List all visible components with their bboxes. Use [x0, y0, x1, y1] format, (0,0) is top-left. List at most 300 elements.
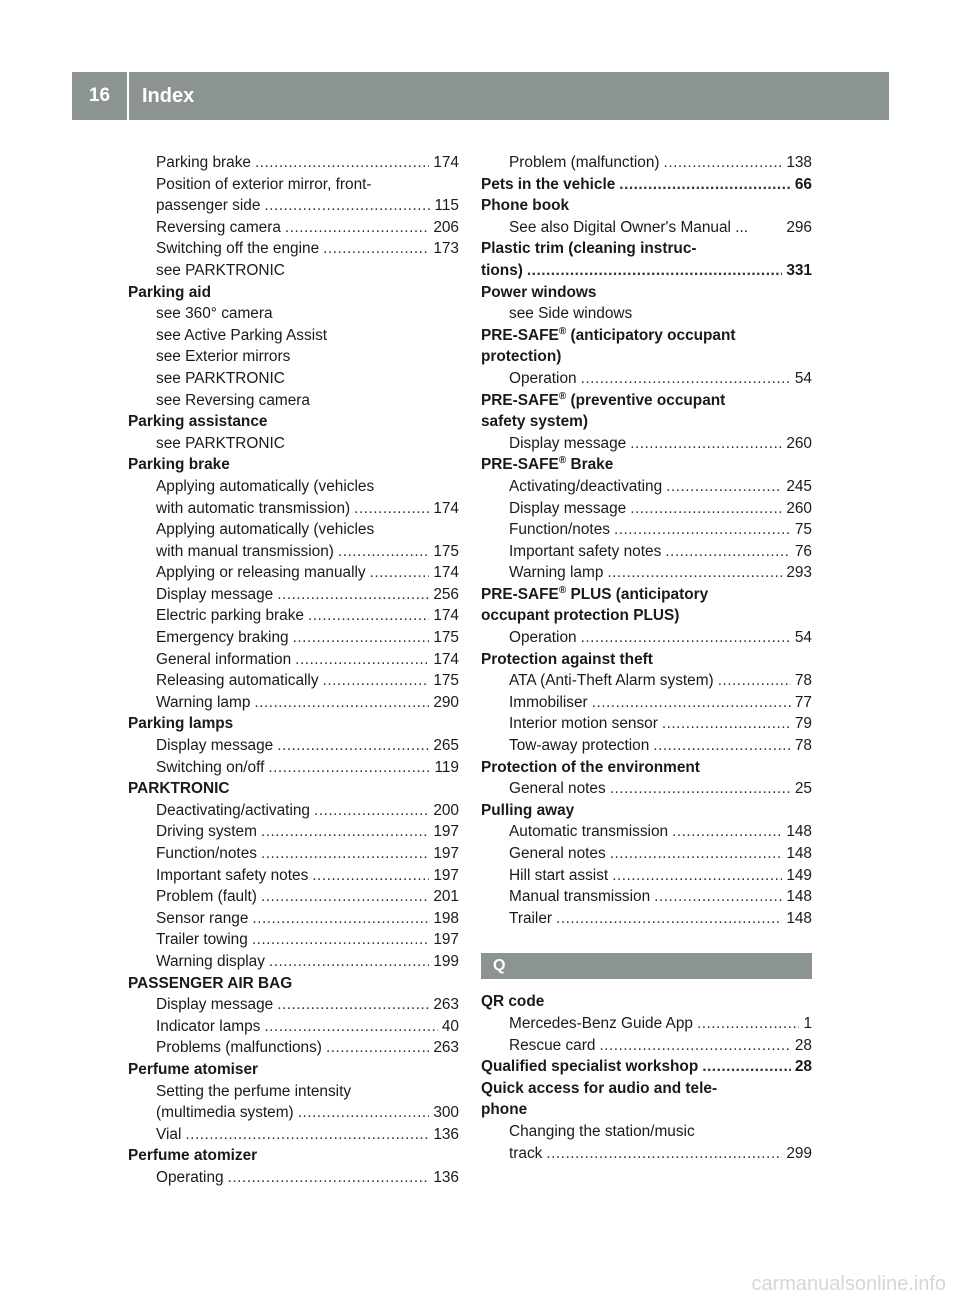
entry-label: Display message [156, 737, 274, 755]
page-reference: 300 [433, 1104, 459, 1122]
entry-label: Indicator lamps [156, 1017, 261, 1035]
index-subentry [128, 670, 459, 692]
index-entry [481, 800, 812, 822]
page-reference: 198 [433, 909, 459, 927]
leader-dots [264, 1016, 438, 1038]
index-subentry [481, 692, 812, 714]
entry-label: Function/notes [156, 845, 257, 862]
page-reference: 263 [433, 996, 459, 1014]
leader-dots [277, 994, 429, 1016]
leader-dots [370, 562, 430, 584]
index-subentry [128, 627, 459, 649]
index-entry [481, 282, 812, 304]
entry-label: see PARKTRONIC [156, 434, 285, 452]
leader-dots [666, 476, 782, 498]
page-reference: 76 [794, 542, 812, 560]
index-subentry [128, 346, 459, 368]
page-reference: 148 [786, 888, 812, 906]
page-reference: 75 [794, 521, 812, 539]
registered-mark: ® [558, 325, 567, 337]
page-reference: 54 [794, 629, 812, 647]
entry-label: Pets in the vehicle [481, 175, 616, 193]
entry-label: PRE-SAFE® Brake [481, 455, 614, 474]
watermark: carmanualsonline.info [751, 1273, 946, 1295]
page-reference: 174 [433, 499, 459, 517]
leader-dots [581, 627, 791, 649]
index-subentry [128, 605, 459, 627]
leader-dots [664, 152, 783, 174]
page-number: 16 [88, 85, 111, 106]
page-reference: 149 [786, 866, 812, 884]
leader-dots [185, 1124, 429, 1146]
index-subentry [481, 821, 812, 843]
leader-dots [268, 757, 430, 779]
index-subentry [481, 1143, 812, 1165]
leader-dots [718, 670, 791, 692]
entry-label: Mercedes-Benz Guide App [509, 1014, 693, 1032]
leader-dots [610, 778, 791, 800]
page-reference: 174 [433, 607, 459, 625]
index-subentry [481, 778, 812, 800]
leader-dots [228, 1167, 430, 1189]
index-entry [481, 1056, 812, 1078]
index-subentry [128, 1016, 459, 1038]
entry-label: Warning lamp [156, 693, 251, 711]
leader-dots [556, 908, 782, 930]
page-reference: 136 [433, 1168, 459, 1186]
registered-mark: ® [558, 455, 567, 467]
index-subentry [128, 994, 459, 1016]
page-reference: 54 [794, 369, 812, 387]
entry-label: PASSENGER AIR BAG [128, 974, 293, 992]
index-subentry [481, 1035, 812, 1057]
entry-label: with automatic transmission) [156, 499, 351, 517]
entry-label: see Reversing camera [156, 391, 310, 409]
leader-dots [619, 174, 791, 196]
entry-label: Pulling away [481, 801, 575, 819]
index-subentry [481, 713, 812, 735]
page-reference: 175 [433, 672, 459, 690]
entry-label: Tow-away protection [509, 737, 650, 755]
page-reference: 245 [786, 477, 812, 495]
page-reference: 40 [441, 1017, 459, 1035]
index-entry [128, 454, 459, 476]
index-subentry [128, 951, 459, 973]
leader-dots [314, 800, 429, 822]
entry-label: Hill start assist [509, 866, 609, 884]
entry-label: Function/notes [509, 521, 610, 539]
entry-label: Operating [156, 1168, 224, 1186]
page-reference: 197 [433, 931, 459, 949]
page-reference: 200 [433, 801, 459, 819]
index-entry [128, 778, 459, 800]
index-subentry [128, 584, 459, 606]
entry-label: Parking lamps [128, 715, 234, 733]
leader-dots [255, 152, 429, 174]
page-reference: 1 [803, 1014, 812, 1032]
entry-label: Problem (fault) [156, 888, 257, 906]
entry-label: Applying automatically (vehicles [156, 477, 375, 495]
entry-label: Warning lamp [509, 564, 604, 582]
leader-dots [654, 886, 782, 908]
leader-dots [261, 821, 429, 843]
index-entry [481, 260, 812, 282]
entry-label: Setting the perfume intensity [156, 1082, 352, 1100]
entry-label: PRE-SAFE® PLUS (anticipatory [481, 584, 709, 603]
page-reference: 78 [794, 672, 812, 690]
page-reference: 293 [786, 564, 812, 582]
entry-label: phone [481, 1101, 528, 1119]
page-reference: 119 [434, 758, 459, 776]
index-subentry [128, 562, 459, 584]
index-subentry [481, 433, 812, 455]
leader-dots [527, 260, 782, 282]
entry-label: Activating/deactivating [509, 477, 663, 495]
index-subentry [128, 1037, 459, 1059]
leader-dots [308, 605, 429, 627]
page-reference: 174 [433, 650, 459, 668]
entry-label: Reversing camera [156, 218, 281, 236]
leader-dots [338, 541, 429, 563]
entry-label: Switching on/off [156, 758, 265, 776]
page-reference: 148 [786, 823, 812, 841]
entry-label: PARKTRONIC [128, 780, 230, 798]
index-subentry [128, 692, 459, 714]
index-subentry [128, 174, 459, 196]
index-subentry [481, 519, 812, 541]
leader-dots [614, 519, 791, 541]
leader-dots [630, 498, 782, 520]
index-subentry [128, 929, 459, 951]
index-subentry [128, 1124, 459, 1146]
entry-label: Display message [156, 585, 274, 603]
index-entry [481, 411, 812, 433]
entry-label: Emergency braking [156, 629, 289, 647]
page-reference: 66 [794, 175, 812, 193]
entry-label: Qualified specialist workshop [481, 1058, 699, 1076]
entry-label: PRE-SAFE® (anticipatory occupant [481, 325, 736, 344]
leader-dots [599, 1035, 790, 1057]
leader-dots [702, 1056, 791, 1078]
index-subentry [128, 865, 459, 887]
index-entry [481, 390, 812, 412]
leader-dots [264, 195, 430, 217]
index-subentry [481, 541, 812, 563]
index-subentry [128, 152, 459, 174]
entry-label: Vial [156, 1125, 182, 1143]
page-reference: 28 [794, 1036, 812, 1054]
leader-dots [607, 562, 782, 584]
entry-label: ATA (Anti-Theft Alarm system) [509, 672, 714, 690]
leader-dots [269, 951, 429, 973]
entry-label: (multimedia system) [156, 1104, 294, 1122]
page-reference: 28 [794, 1058, 812, 1076]
page-reference: 148 [786, 909, 812, 927]
entry-label: Switching off the engine [156, 240, 320, 258]
entry-label: General notes [509, 780, 606, 798]
entry-label: occupant protection PLUS) [481, 607, 680, 625]
leader-dots [254, 692, 429, 714]
entry-label: safety system) [481, 413, 588, 431]
index-subentry [481, 152, 812, 174]
index-subentry [128, 433, 459, 455]
page-reference: 115 [434, 197, 459, 215]
page-reference: 136 [433, 1125, 459, 1143]
registered-mark: ® [558, 584, 567, 596]
index-subentry [128, 800, 459, 822]
index-entry [481, 605, 812, 627]
index-subentry [481, 1013, 812, 1035]
entry-label: see Side windows [509, 305, 633, 323]
page-reference: 197 [433, 845, 459, 862]
index-entry [481, 1099, 812, 1121]
page-reference: 201 [433, 888, 459, 906]
index-subentry [481, 735, 812, 757]
leader-dots [592, 692, 791, 714]
leader-dots [326, 1037, 429, 1059]
leader-dots [323, 670, 430, 692]
leader-dots [295, 649, 429, 671]
entry-label: QR code [481, 993, 545, 1011]
index-subentry [481, 498, 812, 520]
entry-label: Releasing automatically [156, 672, 319, 690]
index-entry [481, 346, 812, 368]
page-reference: 173 [433, 240, 459, 258]
index-subentry [481, 886, 812, 908]
page-reference: 174 [433, 564, 459, 582]
page-reference: 290 [433, 693, 459, 711]
leader-dots [612, 865, 782, 887]
index-entry [128, 282, 459, 304]
entry-label: Plastic trim (cleaning instruc- [481, 240, 697, 258]
index-subentry [481, 865, 812, 887]
index-subentry [128, 1102, 459, 1124]
entry-label: PRE-SAFE® (preventive occupant [481, 390, 726, 409]
page-reference: 138 [786, 154, 812, 171]
page-reference: 148 [786, 845, 812, 862]
entry-label: Important safety notes [509, 542, 662, 560]
index-subentry [128, 390, 459, 412]
entry-label: Parking aid [128, 283, 211, 301]
index-subentry [481, 476, 812, 498]
entry-label: Phone book [481, 197, 570, 215]
entry-label: Interior motion sensor [509, 715, 658, 733]
index-entry [128, 973, 459, 995]
leader-dots [298, 1102, 430, 1124]
index-subentry [128, 476, 459, 498]
page-title: Index [142, 84, 195, 107]
index-entry [481, 1078, 812, 1100]
index-entry [481, 454, 812, 476]
section-letter-bar: Q [481, 953, 812, 979]
leader-dots [581, 368, 791, 390]
index-subentry [128, 238, 459, 260]
index-subentry [481, 368, 812, 390]
entry-label: Parking brake [128, 456, 230, 474]
index-subentry [128, 908, 459, 930]
entry-label: see Active Parking Assist [156, 326, 328, 344]
leader-dots [653, 735, 791, 757]
index-subentry [481, 843, 812, 865]
page-header [72, 72, 889, 120]
index-entry [481, 584, 812, 606]
index-entry [128, 1145, 459, 1167]
index-subentry [128, 886, 459, 908]
leader-dots [610, 843, 783, 865]
index-subentry [128, 303, 459, 325]
index-subentry [128, 519, 459, 541]
page-reference: 197 [433, 823, 459, 841]
entry-label: Immobiliser [509, 693, 588, 711]
page-reference: 331 [786, 261, 812, 279]
page-reference: 78 [794, 737, 812, 755]
page-reference: 175 [433, 542, 459, 560]
index-subentry [128, 498, 459, 520]
index-subentry [128, 1081, 459, 1103]
entry-label: Display message [509, 434, 627, 452]
leader-dots [312, 865, 429, 887]
index-subentry [481, 562, 812, 584]
entry-label: protection) [481, 348, 562, 366]
entry-label: see Exterior mirrors [156, 348, 291, 366]
entry-label: Warning display [156, 952, 265, 970]
leader-dots [354, 498, 429, 520]
index-entry [128, 713, 459, 735]
entry-label: track [509, 1144, 543, 1162]
entry-label: Perfume atomiser [128, 1060, 259, 1078]
index-subentry [128, 757, 459, 779]
index-subentry [128, 1167, 459, 1189]
entry-label: see PARKTRONIC [156, 369, 285, 387]
entry-label: Trailer towing [156, 931, 248, 949]
index-entry [481, 325, 812, 347]
entry-label: Applying automatically (vehicles [156, 521, 375, 539]
leader-dots [665, 541, 791, 563]
entry-label: Sensor range [156, 909, 249, 927]
index-subentry [481, 670, 812, 692]
entry-label: Display message [509, 499, 627, 517]
entry-label: Parking assistance [128, 413, 268, 431]
index-entry [128, 411, 459, 433]
index-entry [481, 195, 812, 217]
leader-dots [261, 886, 429, 908]
leader-dots [293, 627, 430, 649]
entry-label: Manual transmission [509, 888, 651, 906]
index-subentry [128, 735, 459, 757]
leader-dots [261, 843, 429, 865]
page-reference: 260 [786, 434, 812, 452]
entry-label: passenger side [156, 197, 261, 215]
registered-mark: ® [558, 390, 567, 402]
entry-label: Trailer [509, 909, 553, 927]
index-entry [481, 991, 812, 1013]
entry-label: tions) [481, 261, 523, 279]
entry-label: Operation [509, 369, 577, 387]
index-subentry [128, 541, 459, 563]
index-entry [481, 174, 812, 196]
entry-label: Important safety notes [156, 866, 309, 884]
leader-dots [546, 1143, 782, 1165]
index-subentry [128, 217, 459, 239]
entry-label: See also Digital Owner's Manual ... [509, 218, 749, 236]
entry-label: Position of exterior mirror, front- [156, 175, 372, 193]
page-reference: 263 [433, 1039, 459, 1057]
page-reference: 174 [433, 154, 459, 171]
leader-dots [277, 735, 429, 757]
leader-dots [277, 584, 429, 606]
entry-label: Problems (malfunctions) [156, 1039, 322, 1057]
index-subentry [128, 649, 459, 671]
entry-label: Changing the station/music [509, 1122, 695, 1140]
entry-label: see 360° camera [156, 305, 273, 323]
page-reference: 299 [786, 1144, 812, 1162]
leader-dots [697, 1013, 800, 1035]
index-subentry [128, 260, 459, 282]
index-subentry [128, 843, 459, 865]
index-entry [481, 757, 812, 779]
index-entry [481, 238, 812, 260]
leader-dots [323, 238, 429, 260]
entry-label: Deactivating/activating [156, 801, 310, 819]
page-reference: 197 [433, 866, 459, 884]
index-subentry [481, 217, 812, 239]
index-entry [481, 649, 812, 671]
entry-label: Protection against theft [481, 650, 653, 668]
entry-label: Operation [509, 629, 577, 647]
entry-label: Power windows [481, 283, 597, 301]
entry-label: Perfume atomizer [128, 1147, 258, 1165]
entry-label: Protection of the environment [481, 758, 700, 776]
index-subentry [128, 368, 459, 390]
leader-dots [252, 929, 430, 951]
leader-dots [672, 821, 782, 843]
entry-label: with manual transmission) [156, 542, 334, 560]
entry-label: General notes [509, 845, 606, 862]
index-entry [128, 1059, 459, 1081]
entry-label: Rescue card [509, 1036, 596, 1054]
entry-label: Electric parking brake [156, 607, 304, 625]
entry-label: Problem (malfunction) [509, 154, 660, 171]
entry-label: Display message [156, 996, 274, 1014]
entry-label: Automatic transmission [509, 823, 669, 841]
entry-label: see PARKTRONIC [156, 261, 285, 279]
page-reference: 77 [794, 693, 812, 711]
entry-label: Quick access for audio and tele- [481, 1079, 718, 1097]
leader-dots [662, 713, 791, 735]
index-subentry [128, 325, 459, 347]
index-subentry [481, 303, 812, 325]
page-reference: 265 [433, 737, 459, 755]
page-reference: 260 [786, 499, 812, 517]
page-reference: 206 [433, 218, 459, 236]
index-subentry [128, 195, 459, 217]
page-reference: 79 [794, 715, 812, 733]
index-subentry [481, 908, 812, 930]
page-reference: 199 [433, 952, 459, 970]
index-subentry [128, 821, 459, 843]
page-reference: 175 [433, 629, 459, 647]
index-subentry [481, 1121, 812, 1143]
entry-label: General information [156, 650, 292, 668]
page-reference: 25 [794, 780, 812, 798]
page-reference: 296 [786, 218, 812, 236]
leader-dots [630, 433, 782, 455]
index-column-right [481, 152, 812, 1164]
entry-label: Driving system [156, 823, 257, 841]
entry-label: Parking brake [156, 154, 251, 171]
page-reference: 256 [433, 585, 459, 603]
leader-dots [252, 908, 429, 930]
